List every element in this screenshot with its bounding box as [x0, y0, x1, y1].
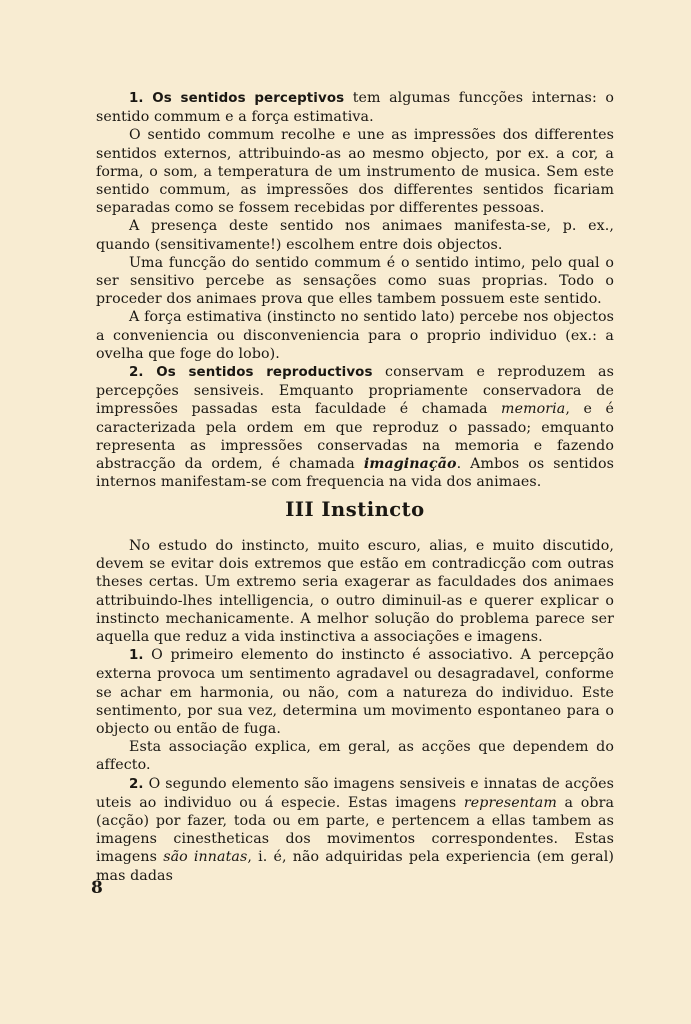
paragraph: A força estimativa (instincto no sentido lato) percebe nos objectos a conveniencia ou disconveniencia para o proprio individuo (ex.: a ovelha que foge do lobo).: [96, 309, 614, 362]
paragraph-text: , e é caracterizada pela ordem em que reproduz o passado; emquanto representa as impressões conservadas na memoria e fazendo abstracção da ordem, é chamada: [96, 401, 615, 473]
section-instinct-text: [96, 537, 614, 885]
paragraph: Esta associação explica, em geral, as acções que dependem do affecto.: [96, 739, 614, 774]
paragraph-text: . Ambos os sentidos internos manifestam-se com frequencia na vida dos animaes.: [96, 456, 615, 491]
paragraph: A presença deste sentido nos animaes manifesta-se, p. ex., quando (sensitivamente!) escolhem entre dois objectos.: [96, 218, 614, 253]
chapter-heading: III Instincto: [285, 498, 425, 521]
item-number: 1.: [129, 648, 144, 664]
item-number: 2.: [129, 776, 144, 792]
paragraph: [96, 646, 614, 738]
paragraph: Uma funcção do sentido commum é o sentido intimo, pelo qual o ser sensitivo percebe as sensações como suas proprias. Todo o proceder dos animaes prova que elles tambem possuem este sentido.: [96, 254, 614, 308]
section-senses-text: [96, 89, 614, 491]
paragraph-text: O primeiro elemento do instincto é associativo. A percepção externa provoca um sentimento agradavel ou desagradavel, conforme se achar em harmonia, ou não, com a natureza do individuo. Este sentimento, por sua vez, determina um movimento espontaneo para o objecto ou então de fuga.: [96, 647, 614, 738]
emphasis-term: imaginação: [363, 456, 457, 473]
paragraph-text: , i. é, não adquiridas pela experiencia (em geral) mas dadas: [96, 849, 615, 884]
lead-term: Os sentidos perceptivos: [143, 91, 345, 106]
lead-term: Os sentidos reproductivos: [143, 365, 373, 381]
paragraph-text: a obra (acção) por fazer, toda ou em parte, e pertencem a ellas tambem as imagens cinestheticas dos movimentos correspondentes. Estas imagens: [96, 794, 615, 866]
paragraph: No estudo do instincto, muito escuro, alias, e muito discutido, devem se evitar dois extremos que estão em contradicção com outras theses certas. Um extremo seria exagerar as faculdades dos animaes attribuindo-lhes intelligencia, o outro diminuil-as e querer explicar o instincto mechanicamente. A melhor solução do problema parece ser aquella que reduz a vida instinctiva a associações e imagens.: [96, 538, 614, 646]
paragraph-text: tem algumas funcções internas: o sentido commum e a força estimativa.: [96, 90, 614, 126]
emphasis-term: são innatas: [163, 849, 248, 866]
paragraph: [96, 363, 614, 491]
item-number: 2.: [129, 365, 144, 381]
page-number: 8: [91, 878, 103, 898]
paragraph-text: conservam e reproduzem as percepções sensiveis. Emquanto propriamente conservadora de impressões passadas esta faculdade é chamada: [96, 364, 614, 418]
paragraph: O sentido commum recolhe e une as impressões dos differentes sentidos externos, attribuindo-as ao mesmo objecto, por ex. a cor, a forma, o som, a temperatura de um instrumento de musica. Sem este sentido commum, as impressões dos differentes sentidos ficariam separadas como se fossem recebidas por differentes pessoas.: [96, 127, 614, 217]
emphasis-term: representam: [463, 794, 557, 811]
paragraph: [96, 89, 614, 126]
paragraph: [96, 775, 614, 885]
item-number: 1.: [129, 91, 144, 106]
paragraph-text: O segundo elemento são imagens sensiveis e innatas de acções uteis ao individuo ou á especie. Estas imagens: [96, 775, 614, 811]
emphasis-term: memoria: [501, 401, 566, 418]
